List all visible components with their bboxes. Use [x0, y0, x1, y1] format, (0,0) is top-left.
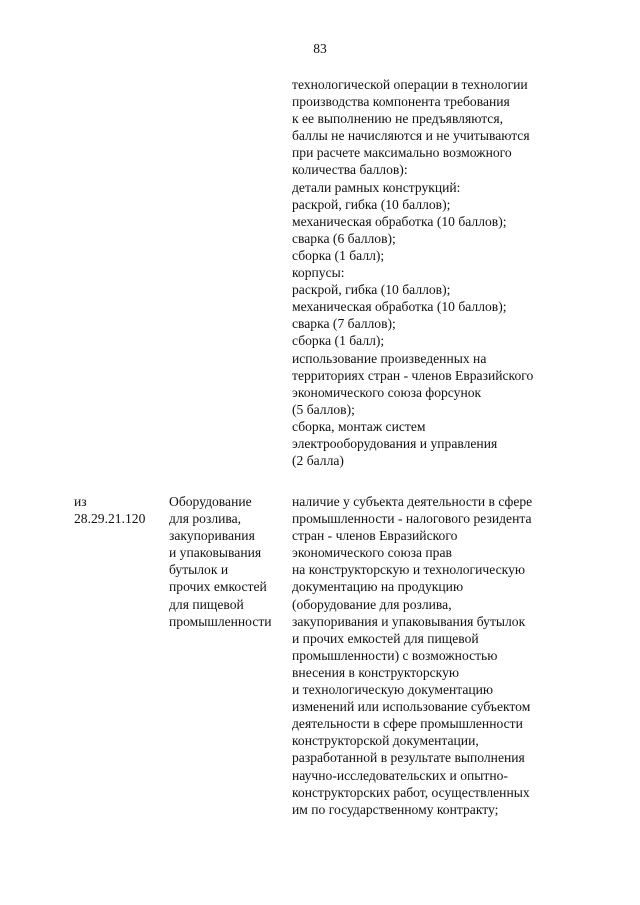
text-line: конструкторских работ, осуществленных: [292, 784, 530, 800]
text-line: научно-исследовательских и опытно-: [292, 767, 508, 783]
text-line: при расчете максимально возможного: [292, 145, 512, 161]
product-name-cell: [169, 493, 272, 630]
text-line: для розлива,: [169, 511, 242, 527]
text-line: промышленности - налогового резидента: [292, 511, 532, 527]
text-line: сборка, монтаж систем: [292, 418, 426, 434]
text-line: сварка (6 баллов);: [292, 230, 396, 246]
text-line: изменений или использование субъектом: [292, 699, 531, 715]
text-line: раскрой, гибка (10 баллов);: [292, 282, 451, 298]
text-line: документацию на продукцию: [292, 579, 464, 595]
product-code-cell: [74, 493, 145, 527]
text-line: и технологическую документацию: [292, 682, 494, 698]
text-line: им по государственному контракту;: [292, 801, 499, 817]
text-line: деятельности в сфере промышленности: [292, 716, 523, 732]
text-line: промышленности: [169, 613, 272, 629]
text-line: механическая обработка (10 баллов);: [292, 299, 507, 315]
text-line: производства компонента требования: [292, 94, 510, 110]
text-line: количества баллов):: [292, 162, 408, 178]
text-line: внесения в конструкторскую: [292, 664, 460, 680]
text-line: для пищевой: [169, 596, 244, 612]
requirements-cell: [292, 493, 532, 818]
text-line: (оборудование для розлива,: [292, 596, 452, 612]
text-line: технологической операции в технологии: [292, 77, 528, 92]
text-line: к ее выполнению не предъявляются,: [292, 111, 503, 127]
text-line: стран - членов Евразийского: [292, 528, 458, 544]
text-line: использование произведенных на: [292, 350, 487, 366]
text-line: территориях стран - членов Евразийского: [292, 367, 534, 383]
text-line: сборка (1 балл);: [292, 247, 385, 263]
text-line: бутылок и: [169, 562, 229, 578]
page-number: 83: [313, 41, 327, 56]
text-line: раскрой, гибка (10 баллов);: [292, 196, 451, 212]
text-line: разработанной в результате выполнения: [292, 750, 525, 766]
text-line: сборка (1 балл);: [292, 333, 385, 349]
text-line: (2 балла): [292, 453, 344, 469]
text-line: на конструкторскую и технологическую: [292, 562, 526, 578]
text-line: экономического союза прав: [292, 545, 452, 561]
text-line: прочих емкостей: [169, 579, 267, 595]
continuation-requirements: [292, 76, 533, 469]
text-line: наличие у субъекта деятельности в сфере: [292, 494, 533, 509]
text-line: и упаковывания: [169, 545, 262, 561]
text-line: конструкторской документации,: [292, 733, 479, 749]
text-line: 28.29.21.120: [74, 511, 146, 527]
text-line: экономического союза форсунок: [292, 384, 482, 400]
text-line: баллы не начисляются и не учитываются: [292, 128, 530, 144]
text-line: корпусы:: [292, 265, 345, 281]
text-line: детали рамных конструкций:: [292, 179, 461, 195]
text-line: и прочих емкостей для пищевой: [292, 630, 479, 646]
text-line: из: [74, 494, 87, 509]
text-line: закупоривания: [169, 528, 255, 544]
text-line: электрооборудования и управления: [292, 435, 498, 451]
text-line: закупоривания и упаковывания бутылок: [292, 613, 526, 629]
text-line: механическая обработка (10 баллов);: [292, 213, 507, 229]
text-line: сварка (7 баллов);: [292, 316, 396, 332]
text-line: промышленности) с возможностью: [292, 647, 498, 663]
text-line: (5 баллов);: [292, 401, 355, 417]
text-line: Оборудование: [169, 494, 252, 509]
